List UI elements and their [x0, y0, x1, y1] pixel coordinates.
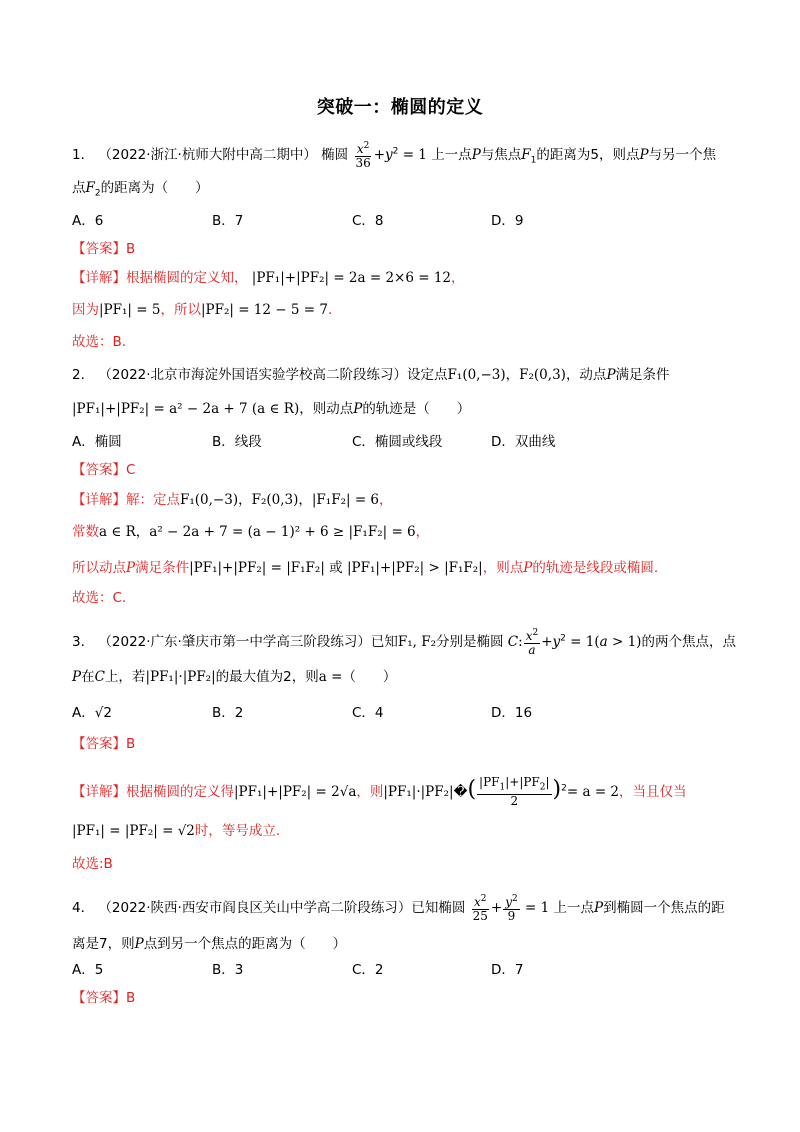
option-b: B．7 [212, 213, 244, 229]
detail: 【详解】根据椭圆的定义得|PF₁|+|PF₂| = 2√a，则|PF₁|·|PF₂|�( $\frac{|PF_1|+|PF_2|}{2}$ )$^2$= a = 2，当且仅当 [72, 775, 687, 809]
detail-formula: |PF₁|+|PF₂| = 2a = 2×6 = 12 [251, 270, 452, 286]
option-c: C．4 [352, 705, 384, 721]
detail-line2: 常数a ∈ R，a² − 2a + 7 = (a − 1)² + 6 ≥ |F₁F₂| = 6， [72, 524, 430, 540]
fraction-x2-over-25: $\frac{x^2}{25}$ [472, 894, 488, 923]
option-c: C．2 [352, 962, 384, 978]
option-b: B．线段 [212, 434, 262, 450]
question-number: 1． [72, 147, 95, 163]
question-source: （2022·广东·肇庆市第一中学高三阶段练习） [98, 634, 371, 650]
option-c: C．8 [352, 213, 384, 229]
option-b: B．2 [212, 705, 244, 721]
question-number: 2． [72, 367, 95, 383]
question-number: 4． [72, 900, 95, 916]
question-3-stem: 3． （2022·广东·肇庆市第一中学高三阶段练习）已知F₁, F₂分别是椭圆 C: $\frac{x^2}{a}$ $+y^2 = 1(a > 1)$的两个焦点，点 [72, 628, 736, 657]
choice: 故选：B. [72, 334, 127, 350]
option-d: D．7 [491, 962, 524, 978]
question-1-stem-line2: 点$F_2$的距离为（ ） [72, 180, 209, 199]
option-d: D．9 [491, 213, 524, 229]
option-c: C．椭圆或线段 [352, 434, 443, 450]
choice: 故选:B [72, 856, 113, 872]
fraction-sum-over-2: $\frac{|PF_1|+|PF_2|}{2}$ [479, 775, 550, 809]
detail: 【详解】根据椭圆的定义知， |PF₁|+|PF₂| = 2a = 2×6 = 12， [72, 270, 465, 286]
option-d: D．双曲线 [491, 434, 556, 450]
option-a: A．5 [72, 962, 104, 978]
question-source: （2022·陕西·西安市阎良区关山中学高二阶段练习） [98, 900, 412, 916]
question-2-stem: 2． （2022·北京市海淀外国语实验学校高二阶段练习）设定点F₁(0,−3)，F₂(0,3)，动点P满足条件 [72, 367, 670, 383]
option-a: A．椭圆 [72, 434, 122, 450]
detail-line2: 因为|PF₁| = 5，所以|PF₂| = 12 − 5 = 7. [72, 302, 333, 318]
choice: 故选：C. [72, 590, 127, 606]
detail-line3: 所以动点P满足条件|PF₁|+|PF₂| = |F₁F₂| 或 |PF₁|+|PF₂| > |F₁F₂|，则点P的轨迹是线段或椭圆. [72, 560, 659, 576]
answer: 【答案】B [72, 241, 136, 257]
detail-line2: |PF₁| = |PF₂| = √2时，等号成立. [72, 823, 281, 839]
question-source: （2022·北京市海淀外国语实验学校高二阶段练习） [98, 367, 408, 383]
question-number: 3． [72, 634, 95, 650]
question-4-stem: 4． （2022·陕西·西安市阎良区关山中学高二阶段练习）已知椭圆 $\frac{x^2}{25}$ + $\frac{y^2}{9}$ = 1 上一点P到椭圆一个焦点的距 [72, 894, 725, 923]
detail: 【详解】解：定点F₁(0,−3)，F₂(0,3)，|F₁F₂| = 6， [72, 492, 393, 508]
fraction-x2-over-a: $\frac{x^2}{a}$ [525, 628, 539, 657]
fraction-x2-over-36: $\frac{x^2}{36}$ [355, 141, 371, 170]
question-4-stem-line2: 离是7，则P点到另一个焦点的距离为（ ） [72, 936, 347, 952]
answer: 【答案】B [72, 990, 136, 1006]
page-title: 突破一：椭圆的定义 [316, 97, 484, 118]
option-d: D．16 [491, 705, 533, 721]
fraction-y2-over-9: $\frac{y^2}{9}$ [505, 894, 518, 923]
question-1-stem: 1． （2022·浙江·杭师大附中高二期中） 椭圆 $\frac{x^2}{36}$ $+y^2 = 1$ 上一点P与焦点$F_1$的距离为5，则点P与另一个焦 [72, 141, 717, 170]
answer: 【答案】B [72, 736, 136, 752]
option-a: A．√2 [72, 705, 112, 721]
answer: 【答案】C [72, 462, 136, 478]
question-3-stem-line2: P在C上，若|PF₁|·|PF₂|的最大值为2，则a =（ ） [72, 669, 397, 685]
question-2-condition: |PF₁|+|PF₂| = a² − 2a + 7 (a ∈ R)，则动点P的轨迹是（ ） [72, 401, 471, 417]
option-b: B．3 [212, 962, 244, 978]
question-source: （2022·浙江·杭师大附中高二期中） [98, 147, 317, 163]
option-a: A．6 [72, 213, 104, 229]
